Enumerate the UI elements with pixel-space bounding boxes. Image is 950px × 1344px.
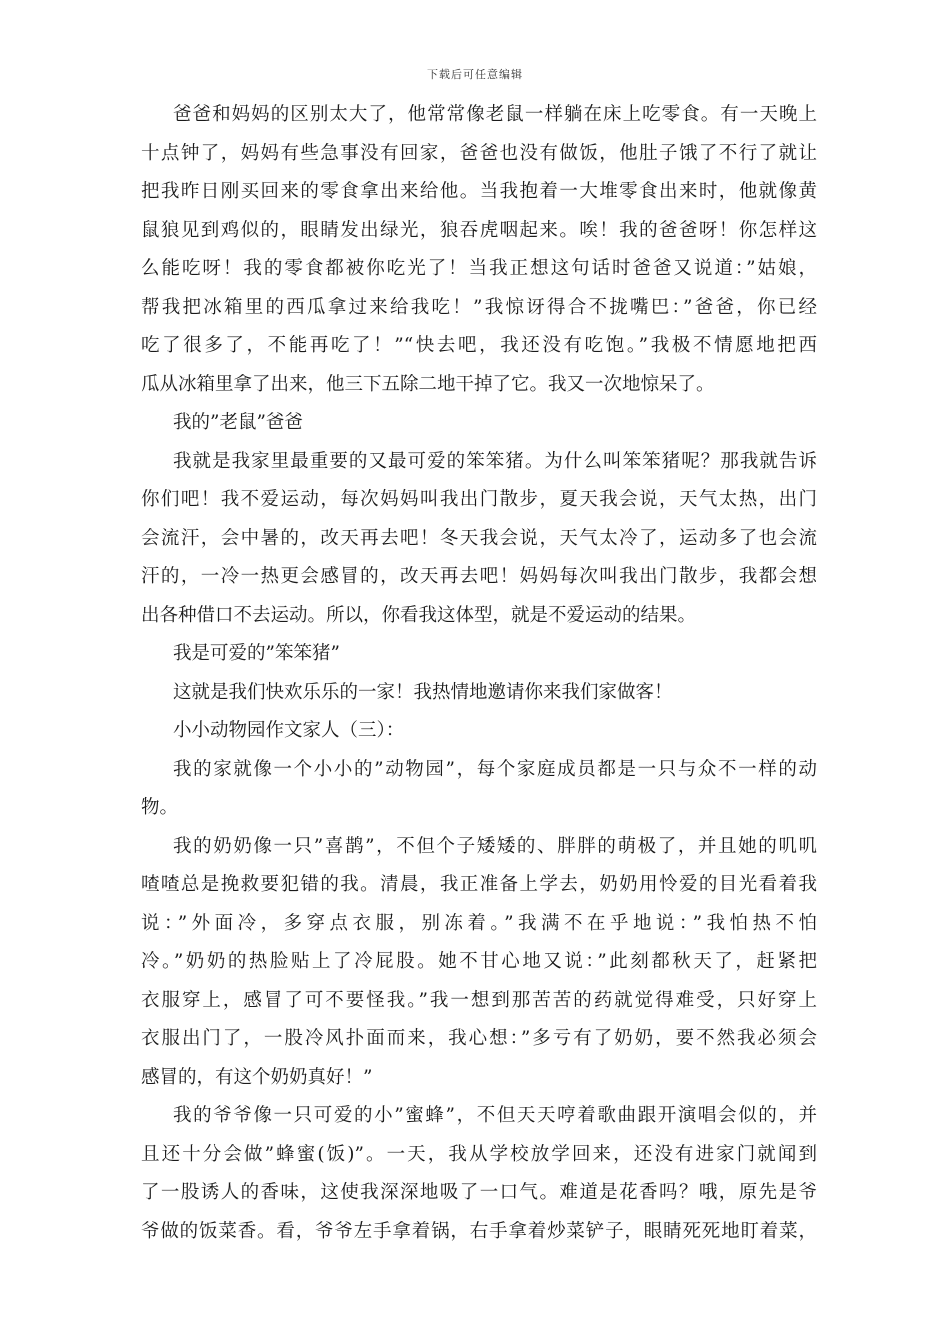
text-line: 十点钟了，妈妈有些急事没有回家，爸爸也没有做饭，他肚子饿了不行了就让 — [141, 142, 817, 164]
text-line: 你们吧！我不爱运动，每次妈妈叫我出门散步，夏天我会说，天气太热，出门 — [141, 489, 817, 510]
text-line: 吃了很多了，不能再吃了！”“快去吧，我还没有吃饱。”我极不情愿地把西 — [141, 335, 817, 356]
page-header-note: 下载后可任意编辑 — [427, 68, 523, 81]
text-line: 我的爷爷像一只可爱的小”蜜蜂”，不但天天哼着歌曲跟开演唱会似的，并 — [173, 1105, 817, 1126]
text-line: 我就是我家里最重要的又最可爱的笨笨猪。为什么叫笨笨猪呢？那我就告诉 — [173, 450, 817, 472]
paragraph-heading: 我是可爱的”笨笨猪” — [173, 643, 340, 664]
text-line: 冷。”奶奶的热脸贴上了冷屁股。她不甘心地又说：”此刻都秋天了，赶紧把 — [141, 951, 817, 972]
text-line: 汗的，一冷一热更会感冒的，改天再去吧！妈妈每次叫我出门散步，我都会想 — [141, 566, 817, 587]
text-line: 我的家就像一个小小的”动物园”，每个家庭成员都是一只与众不一样的动 — [173, 758, 817, 780]
text-line: 鼠狼见到鸡似的，眼睛发出绿光，狼吞虎咽起来。唉！我的爸爸呀！你怎样这 — [141, 219, 817, 241]
text-line: 爸爸和妈妈的区别太大了，他常常像老鼠一样躺在床上吃零食。有一天晚上 — [173, 104, 817, 125]
text-line: 出各种借口不去运动。所以，你看我这体型，就是不爱运动的结果。 — [141, 604, 697, 626]
text-line: 帮我把冰箱里的西瓜拿过来给我吃！”我惊讶得合不拢嘴巴：”爸爸，你已经 — [141, 296, 817, 318]
text-line: 说：”外面冷，多穿点衣服，别冻着。”我满不在乎地说：”我怕热不怕 — [141, 912, 817, 934]
text-line: 把我昨日刚买回来的零食拿出来给他。当我抱着一大堆零食出来时，他就像黄 — [141, 181, 817, 202]
text-line: 衣服穿上，感冒了可不要怪我。”我一想到那苦苦的药就觉得难受，只好穿上 — [141, 989, 817, 1011]
text-line: 喳喳总是挽救要犯错的我。清晨，我正准备上学去，奶奶用怜爱的目光看着我 — [141, 874, 817, 895]
text-line: 爷做的饭菜香。看，爷爷左手拿着锅，右手拿着炒菜铲子，眼睛死死地盯着菜， — [141, 1220, 817, 1242]
document-body — [141, 96, 817, 1251]
text-line: 瓜从冰箱里拿了出来，他三下五除二地干掉了它。我又一次地惊呆了。 — [141, 373, 715, 395]
text-line: 衣服出门了，一股冷风扑面而来，我心想：”多亏有了奶奶，要不然我必须会 — [141, 1028, 817, 1049]
text-line: 会流汗，会中暑的，改天再去吧！冬天我会说，天气太冷了，运动多了也会流 — [141, 527, 817, 549]
text-line: 了一股诱人的香味，这使我深深地吸了一口气。难道是花香吗？哦，原先是爷 — [141, 1182, 817, 1203]
text-line: 物。 — [141, 797, 179, 818]
text-line: 这就是我们快欢乐乐的一家！我热情地邀请你来我们家做客！ — [173, 681, 673, 703]
section-title: 小小动物园作文家人（三）： — [173, 720, 405, 741]
text-line: 且还十分会做”蜂蜜(饭)”。一天，我从学校放学回来，还没有进家门就闻到 — [141, 1143, 817, 1165]
text-line: 我的奶奶像一只”喜鹊”，不但个子矮矮的、胖胖的萌极了，并且她的叽叽 — [173, 835, 817, 857]
paragraph-heading: 我的”老鼠”爸爸 — [173, 412, 303, 433]
text-line: 感冒的，有这个奶奶真好！” — [141, 1066, 373, 1088]
text-line: 么能吃呀！我的零食都被你吃光了！当我正想这句话时爸爸又说道：”姑娘， — [141, 258, 817, 279]
